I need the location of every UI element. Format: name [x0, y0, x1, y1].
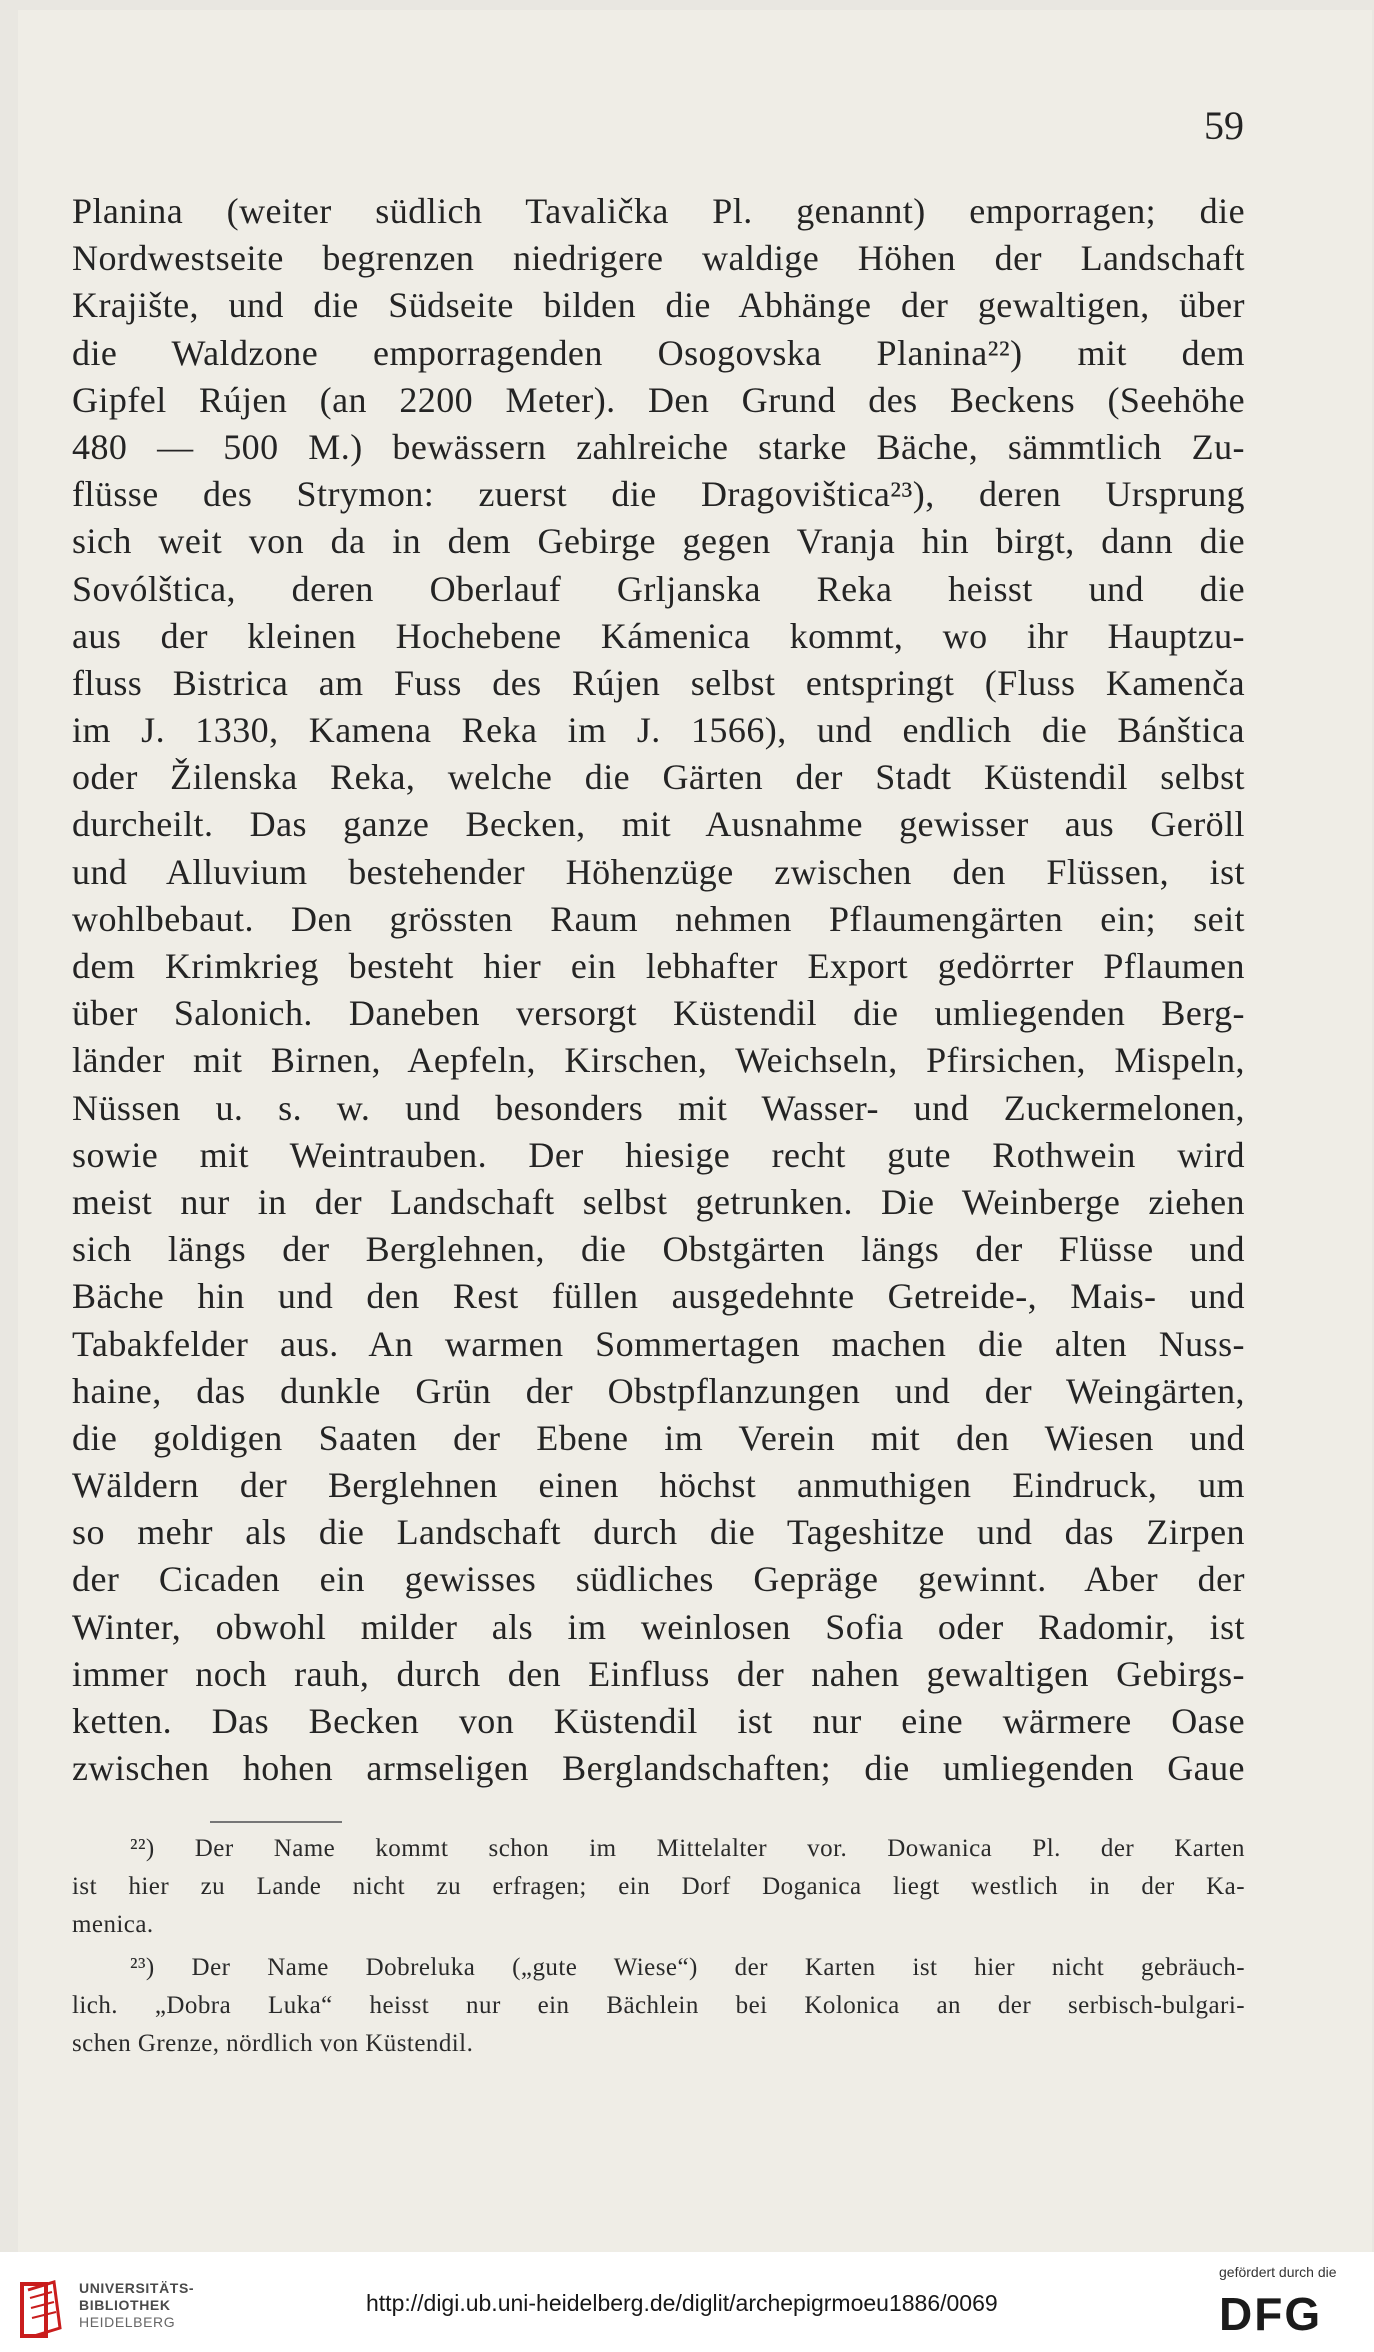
- dfg-logo-text: DFG: [1219, 2288, 1323, 2334]
- footnote-line: ist hier zu Lande nicht zu erfragen; ein Dorf Doganica liegt westlich in der Ka-: [72, 1873, 1245, 1900]
- text-line: aus der kleinen Hochebene Kámenica kommt, wo ihr Hauptzu-: [72, 615, 1245, 656]
- text-line: zwischen hohen armseligen Berglandschaften; die umliegenden Gaue: [72, 1748, 1245, 1789]
- university-library-name[interactable]: [79, 2280, 194, 2331]
- footnote-line: lich. „Dobra Luka“ heisst nur ein Bächlein bei Kolonica an der serbisch-bulgari-: [72, 1992, 1245, 2019]
- text-line: oder Žilenska Reka, welche die Gärten der Stadt Küstendil selbst: [72, 757, 1245, 798]
- text-line: Krajište, und die Südseite bilden die Abhänge der gewaltigen, über: [72, 285, 1245, 326]
- library-line-2: BIBLIOTHEK: [79, 2297, 171, 2313]
- dfg-logo-icon[interactable]: [1219, 2288, 1355, 2334]
- text-line: im J. 1330, Kamena Reka im J. 1566), und endlich die Bánštica: [72, 710, 1245, 751]
- text-line: 480 — 500 M.) bewässern zahlreiche starke Bäche, sämmtlich Zu-: [72, 426, 1245, 467]
- text-line: Wäldern der Berglehnen einen höchst anmuthigen Eindruck, um: [72, 1465, 1245, 1506]
- text-line: durcheilt. Das ganze Becken, mit Ausnahme gewisser aus Geröll: [72, 804, 1245, 845]
- text-line: immer noch rauh, durch den Einfluss der nahen gewaltigen Gebirgs-: [72, 1653, 1245, 1694]
- viewer-footer: [0, 2252, 1374, 2352]
- footnote-line: ²³) Der Name Dobreluka („gute Wiese“) der Karten ist hier nicht gebräuch-: [130, 1954, 1245, 1981]
- library-line-3: HEIDELBERG: [79, 2314, 176, 2330]
- text-line: Bäche hin und den Rest füllen ausgedehnte Getreide-, Mais- und: [72, 1276, 1245, 1317]
- text-line: so mehr als die Landschaft durch die Tageshitze und das Zirpen: [72, 1512, 1245, 1553]
- footnotes: [72, 1830, 1245, 2063]
- text-line: meist nur in der Landschaft selbst getrunken. Die Weinberge ziehen: [72, 1181, 1245, 1222]
- footnote-line: ²²) Der Name kommt schon im Mittelalter vor. Dowanica Pl. der Karten: [130, 1835, 1245, 1862]
- text-line: die goldigen Saaten der Ebene im Verein mit den Wiesen und: [72, 1417, 1245, 1458]
- text-line: haine, das dunkle Grün der Obstpflanzungen und der Weingärten,: [72, 1370, 1245, 1411]
- funding-caption: gefördert durch die: [1219, 2264, 1337, 2280]
- text-line: wohlbebaut. Den grössten Raum nehmen Pflaumengärten ein; seit: [72, 898, 1245, 939]
- body-text: [72, 188, 1245, 1792]
- footnote-line: schen Grenze, nördlich von Küstendil.: [72, 2030, 474, 2057]
- text-line: Nordwestseite begrenzen niedrigere waldige Höhen der Landschaft: [72, 238, 1245, 279]
- text-line: ketten. Das Becken von Küstendil ist nur eine wärmere Oase: [72, 1701, 1245, 1741]
- university-library-logo-icon[interactable]: [14, 2278, 70, 2342]
- text-line: über Salonich. Daneben versorgt Küstendil die umliegenden Berg-: [72, 993, 1245, 1034]
- text-line: sowie mit Weintrauben. Der hiesige recht gute Rothwein wird: [72, 1134, 1245, 1175]
- scanned-page: [18, 10, 1372, 2252]
- footnote-line: menica.: [72, 1911, 154, 1938]
- text-line: sich längs der Berglehnen, die Obstgärten längs der Flüsse und: [72, 1229, 1245, 1270]
- text-line: fluss Bistrica am Fuss des Rújen selbst entspringt (Fluss Kamenča: [72, 662, 1245, 703]
- text-line: die Waldzone emporragenden Osogovska Planina²²) mit dem: [72, 332, 1245, 373]
- library-line-1: UNIVERSITÄTS-: [79, 2280, 195, 2296]
- text-line: Nüssen u. s. w. und besonders mit Wasser- und Zuckermelonen,: [72, 1087, 1245, 1128]
- text-line: der Cicaden ein gewisses südliches Gepräge gewinnt. Aber der: [72, 1559, 1245, 1600]
- permalink-url[interactable]: http://digi.ub.uni-heidelberg.de/diglit/archepigrmoeu1886/0069: [366, 2290, 998, 2316]
- text-line: Winter, obwohl milder als im weinlosen Sofia oder Radomir, ist: [72, 1606, 1245, 1647]
- text-line: flüsse des Strymon: zuerst die Dragovištica²³), deren Ursprung: [72, 474, 1245, 515]
- page-number: 59: [1204, 103, 1244, 148]
- text-line: sich weit von da in dem Gebirge gegen Vranja hin birgt, dann die: [72, 521, 1245, 562]
- text-line: dem Krimkrieg besteht hier ein lebhafter Export gedörrter Pflaumen: [72, 946, 1245, 986]
- text-line: Gipfel Rújen (an 2200 Meter). Den Grund des Beckens (Seehöhe: [72, 379, 1245, 420]
- text-line: länder mit Birnen, Aepfeln, Kirschen, Weichseln, Pfirsichen, Mispeln,: [72, 1040, 1245, 1081]
- text-line: Tabakfelder aus. An warmen Sommertagen machen die alten Nuss-: [72, 1323, 1245, 1364]
- footnote-separator: [210, 1821, 342, 1823]
- text-line: Planina (weiter südlich Tavalička Pl. genannt) emporragen; die: [72, 191, 1245, 231]
- text-line: und Alluvium bestehender Höhenzüge zwischen den Flüssen, ist: [72, 851, 1245, 892]
- text-line: Sovólštica, deren Oberlauf Grljanska Reka heisst und die: [72, 568, 1245, 609]
